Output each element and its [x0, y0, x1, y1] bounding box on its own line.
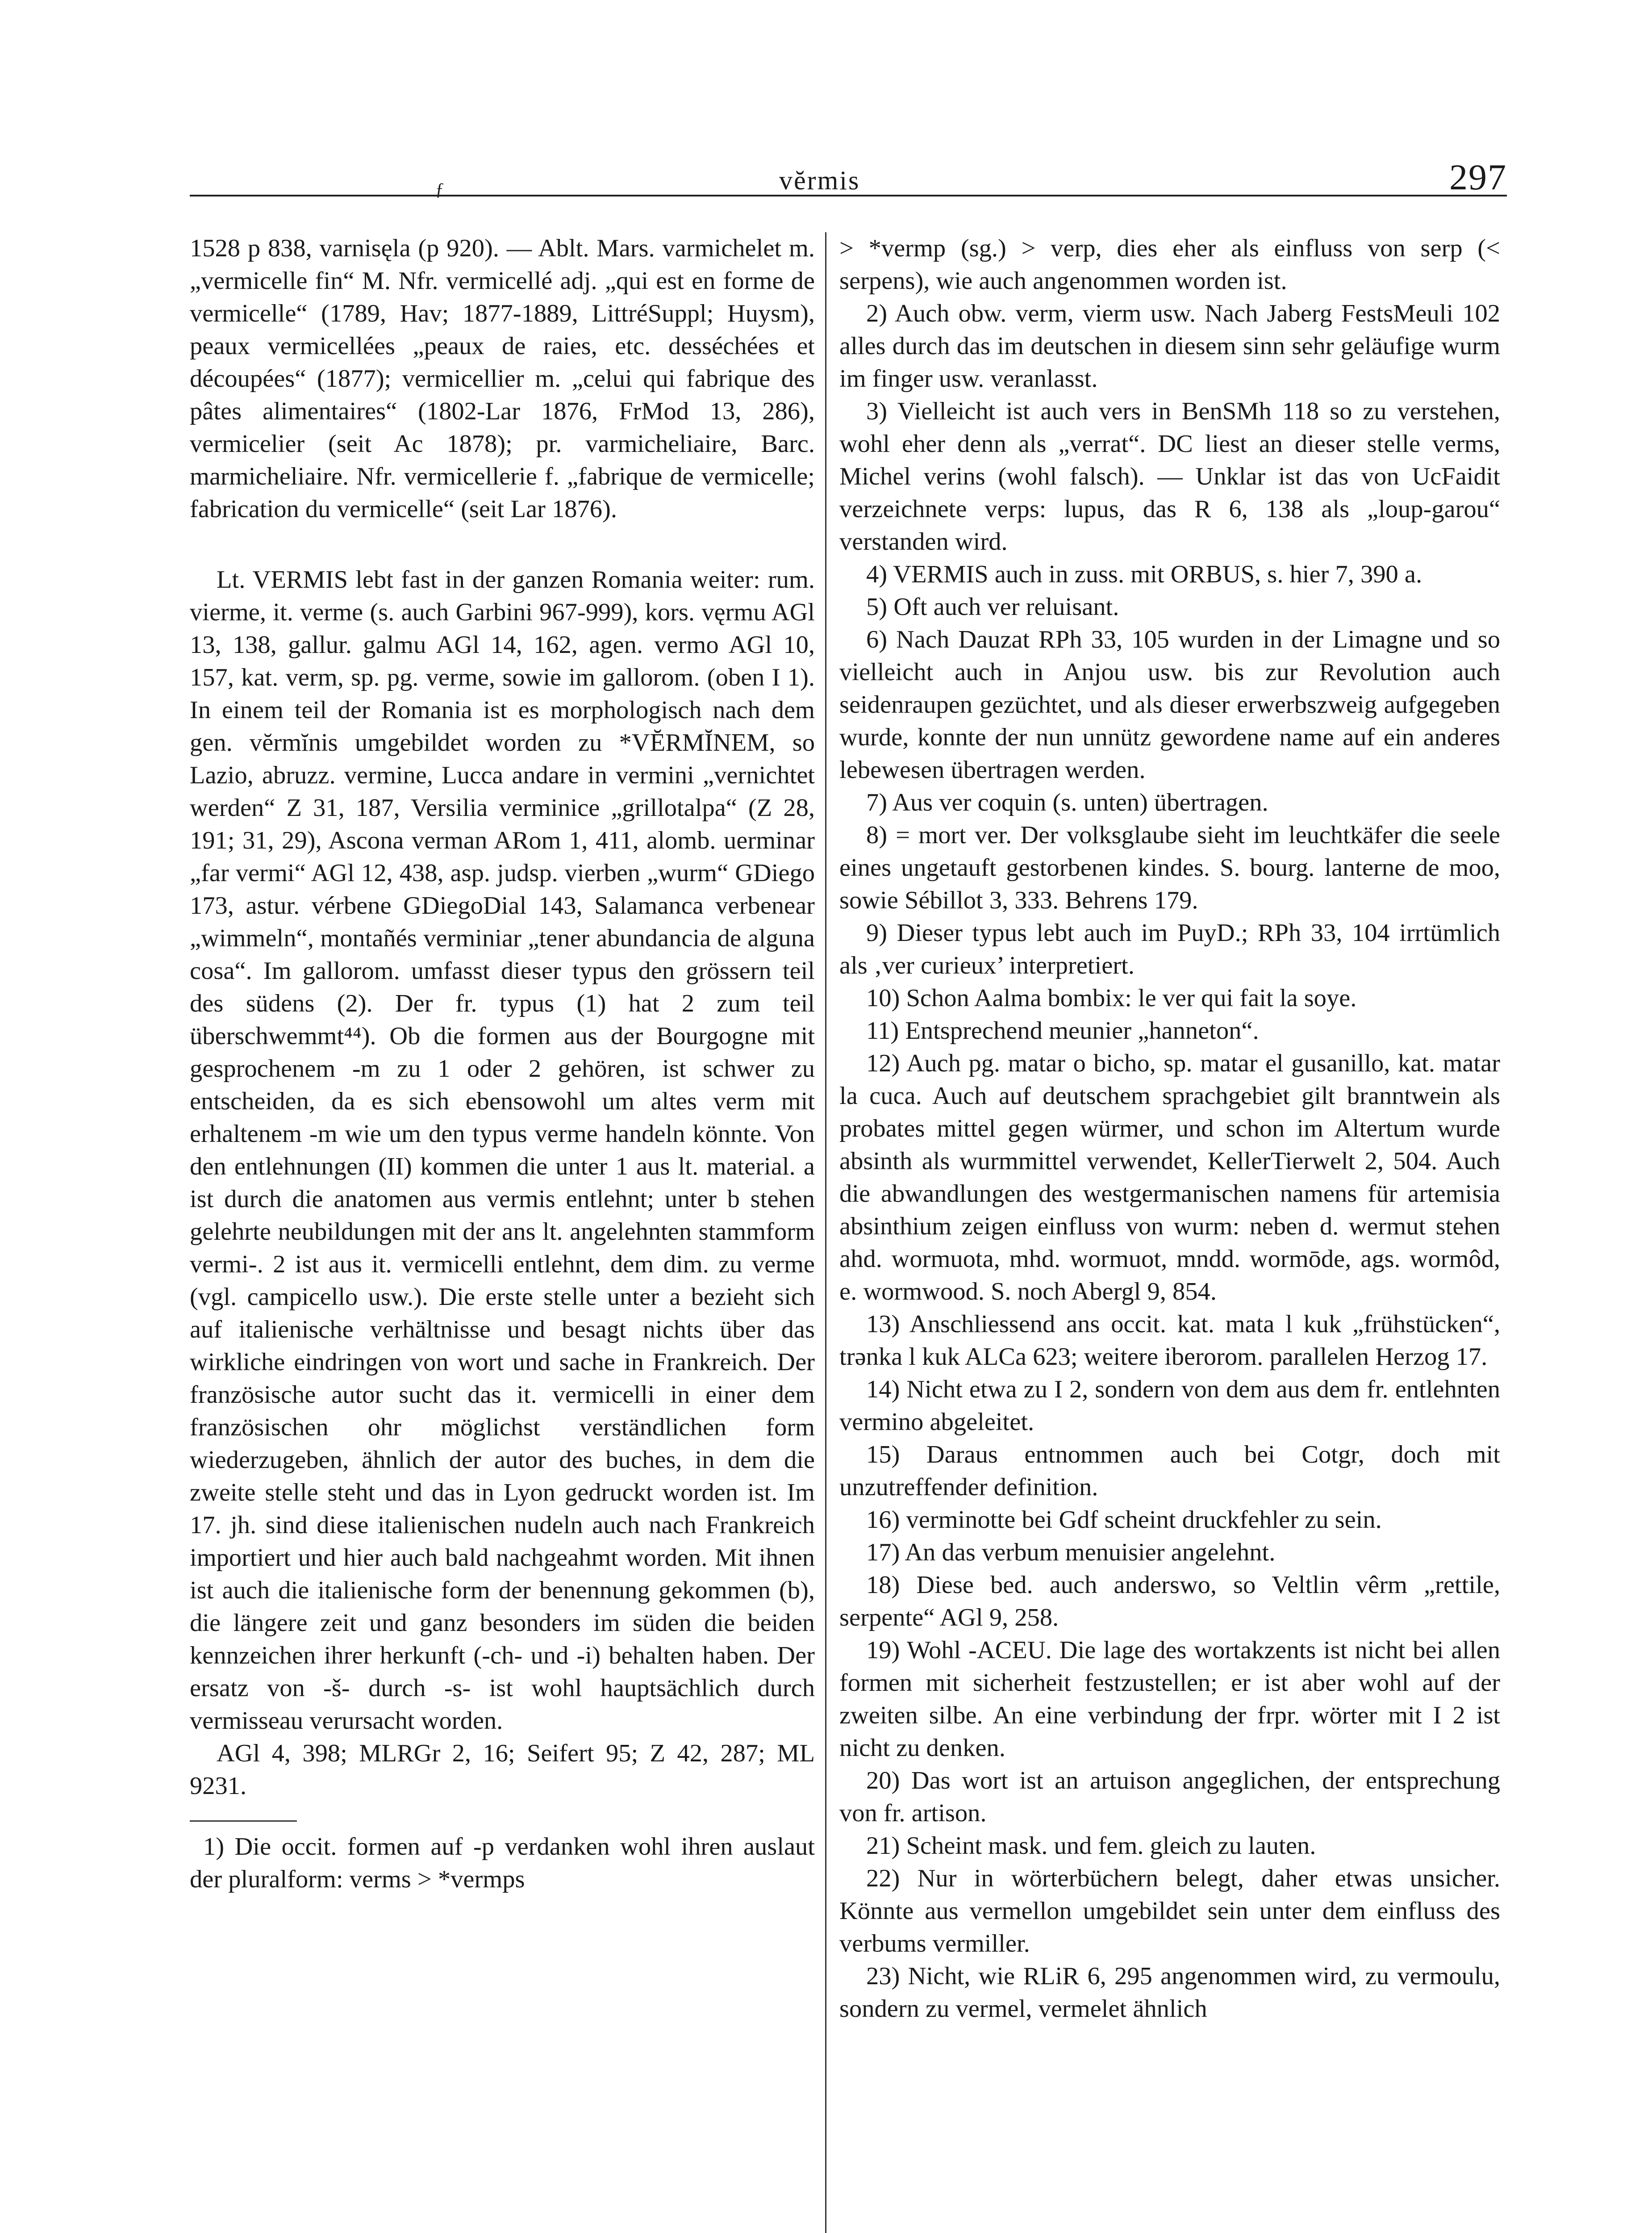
footnote-12: 12) Auch pg. matar o bicho, sp. matar el gusanillo, kat. matar la cuca. Auch auf deutschem sprachgebiet gilt branntwein als probates mittel gegen würmer, und schon im Altertum wurde absinth als wurmmittel verwendet, KellerTierwelt 2, 504. Auch die abwandlungen des westgermanischen namens für artemisia absinthium zeigen einfluss von wurm: neben d. wermut stehen ahd. wormuota, mhd. wormuot, mndd. wormōde, ags. wormôd, e. wormwood. S. noch Abergl 9, 854. [839, 1050, 1500, 1305]
margin-mark: ƒ [435, 179, 444, 199]
footnote-21: 21) Scheint mask. und fem. gleich zu lauten. [866, 1832, 1316, 1860]
footnote-5: 5) Oft auch ver reluisant. [866, 593, 1119, 621]
page-number: 297 [1449, 157, 1507, 197]
footnote-13: 13) Anschliessend ans occit. kat. mata l kuk „frühstücken“, trənka l kuk ALCa 623; weitere iberorom. parallelen Herzog 17. [839, 1310, 1500, 1371]
footnote-7: 7) Aus ver coquin (s. unten) übertragen. [866, 789, 1268, 816]
footnote-17: 17) An das verbum menuisier angelehnt. [866, 1539, 1276, 1566]
paragraph-references: AGl 4, 398; MLRGr 2, 16; Seifert 95; Z 42, 287; ML 9231. [190, 1740, 815, 1800]
footnote-continuation: > *vermp (sg.) > verp, dies eher als einfluss von serp (< serpens), wie auch angenommen worden ist. [839, 234, 1500, 295]
page-header [190, 147, 1507, 197]
footnote-11: 11) Entsprechend meunier „hanneton“. [866, 1017, 1259, 1045]
footnote-15: 15) Daraus entnommen auch bei Cotgr, doch mit unzutreffender definition. [839, 1441, 1500, 1501]
paragraph-gap [190, 526, 815, 564]
running-headword: vĕrmis [779, 166, 860, 195]
paragraph-etymology: Lt. VERMIS lebt fast in der ganzen Romania weiter: rum. vierme, it. verme (s. auch Garbini 967-999), kors. vęrmu AGl 13, 138, gallur. galmu AGl 14, 162, agen. vermo AGl 10, 157, kat. verm, sp. pg. verme, sowie im gallorom. (oben I 1). In einem teil der Romania ist es morphologisch nach dem gen. vĕrmĭnis umgebildet worden zu *VĔRMĬNEM, so Lazio, abruzz. vermine, Lucca andare in vermini „vernichtet werden“ Z 31, 187, Versilia verminice „grillotalpa“ (Z 28, 191; 31, 29), Ascona verman ARom 1, 411, alomb. uerminar „far vermi“ AGl 12, 438, asp. judsp. vierben „wurm“ GDiego 173, astur. vérbene GDiegoDial 143, Salamanca verbenear „wimmeln“, montañés verminiar „tener abundancia de alguna cosa“. Im gallorom. umfasst dieser typus den grössern teil des südens (2). Der fr. typus (1) hat 2 zum teil überschwemmt⁴⁴). Ob die formen aus der Bourgogne mit gesprochenem -m zu 1 oder 2 gehören, ist schwer zu entscheiden, da es sich ebensowohl um altes verm mit erhaltenem -m wie um den typus verme handeln könnte. Von den entlehnungen (II) kommen die unter 1 aus lt. material. a ist durch die anatomen aus vermis entlehnt; unter b stehen gelehrte neubildungen mit der ans lt. angelehnten stammform vermi-. 2 ist aus it. vermicelli entlehnt, dem dim. zu verme (vgl. campicello usw.). Die erste stelle unter a bezieht sich auf italienische verhältnisse und besagt nichts über das wirkliche eindringen von wort und sache in Frankreich. Der französische autor sucht das it. vermicelli in einer dem französischen ohr möglichst verständlichen form wiederzugeben, ähnlich der autor des buches, in dem die zweite stelle steht und das in Lyon gedruckt worden ist. Im 17. jh. sind diese italienischen nudeln auch nach Frankreich importiert und hier auch bald nachgeahmt worden. Mit ihnen ist auch die italienische form der benennung gekommen (b), die längere zeit und ganz besonders im süden die beiden kennzeichen ihrer herkunft (-ch- und -i) behalten haben. Der ersatz von -š- durch -s- ist wohl hauptsächlich durch vermisseau verursacht worden. [190, 566, 815, 1735]
footnote-16: 16) verminotte bei Gdf scheint druckfehler zu sein. [866, 1506, 1382, 1534]
footnote-8: 8) = mort ver. Der volksglaube sieht im leuchtkäfer die seele eines ungetauft gestorbenen kindes. S. bourg. lanterne de moo, sowie Sébillot 3, 333. Behrens 179. [839, 821, 1500, 914]
column-divider [825, 232, 826, 2233]
footnote-23: 23) Nicht, wie RLiR 6, 295 angenommen wird, zu vermoulu, sondern zu vermel, vermelet ähnlich [839, 1962, 1500, 2023]
footnote-3: 3) Vielleicht ist auch vers in BenSMh 118 so zu verstehen, wohl eher denn als „verrat“. DC liest an dieser stelle verms, Michel verins (wohl falsch). — Unklar ist das von UcFaidit verzeichnete verps: lupus, das R 6, 138 als „loup-garou“ verstanden wird. [839, 397, 1500, 556]
paragraph-continuation: 1528 p 838, varnisęla (p 920). — Ablt. Mars. varmichelet m. „vermicelle fin“ M. Nfr. vermicellé adj. „qui est en forme de vermicelle“ (1789, Hav; 1877-1889, LittréSuppl; Huysm), peaux vermicellées „peaux de raies, etc. desséchées et découpées“ (1877); vermicellier m. „celui qui fabrique des pâtes alimentaires“ (1802-Lar 1876, FrMod 13, 286), vermicelier (seit Ac 1878); pr. varmicheliaire, Barc. marmicheliaire. Nfr. vermicellerie f. „fabrique de vermicelle; fabrication du vermicelle“ (seit Lar 1876). [190, 234, 815, 523]
footnote-22: 22) Nur in wörterbüchern belegt, daher etwas unsicher. Könnte aus vermellon umgebildet sein unter dem einfluss des verbums vermiller. [839, 1865, 1500, 1957]
footnote-18: 18) Diese bed. auch anderswo, so Veltlin vêrm „rettile, serpente“ AGl 9, 258. [839, 1571, 1500, 1631]
footnote-10: 10) Schon Aalma bombix: le ver qui fait la soye. [866, 984, 1357, 1012]
header-rule [190, 195, 1507, 197]
footnote-6: 6) Nach Dauzat RPh 33, 105 wurden in der Limagne und so vielleicht auch in Anjou usw. bis zur Revolution auch seidenraupen gezüchtet, und als dieser erwerbszweig aufgegeben wurde, konnte der nun unnütz gewordene name auf ein anderes lebewesen übertragen werden. [839, 626, 1500, 784]
left-column [190, 232, 815, 2233]
footnote-20: 20) Das wort ist an artuison angeglichen, der entsprechung von fr. artison. [839, 1767, 1500, 1827]
footnote-1: 1) Die occit. formen auf -p verdanken wohl ihren auslaut der pluralform: verms > *vermps [190, 1833, 815, 1893]
footnote-19: 19) Wohl -ACEU. Die lage des wortakzents ist nicht bei allen formen mit sicherheit festzustellen; er ist aber wohl auf der zweiten silbe. An eine verbindung der frpr. wörter mit I 2 ist nicht zu denken. [839, 1636, 1500, 1762]
footnote-14: 14) Nicht etwa zu I 2, sondern von dem aus dem fr. entlehnten vermino abgeleitet. [839, 1376, 1500, 1436]
footnote-4: 4) VERMIS auch in zuss. mit ORBUS, s. hier 7, 390 a. [866, 560, 1423, 588]
footnote-2: 2) Auch obw. verm, vierm usw. Nach Jaberg FestsMeuli 102 alles durch das im deutschen in diesem sinn sehr geläufige wurm im finger usw. veranlasst. [839, 300, 1500, 393]
right-column [839, 232, 1500, 2233]
footnote-rule [190, 1820, 297, 1822]
footnote-9: 9) Dieser typus lebt auch im PuyD.; RPh 33, 104 irrtümlich als ‚ver curieux’ interpretiert. [839, 919, 1500, 979]
